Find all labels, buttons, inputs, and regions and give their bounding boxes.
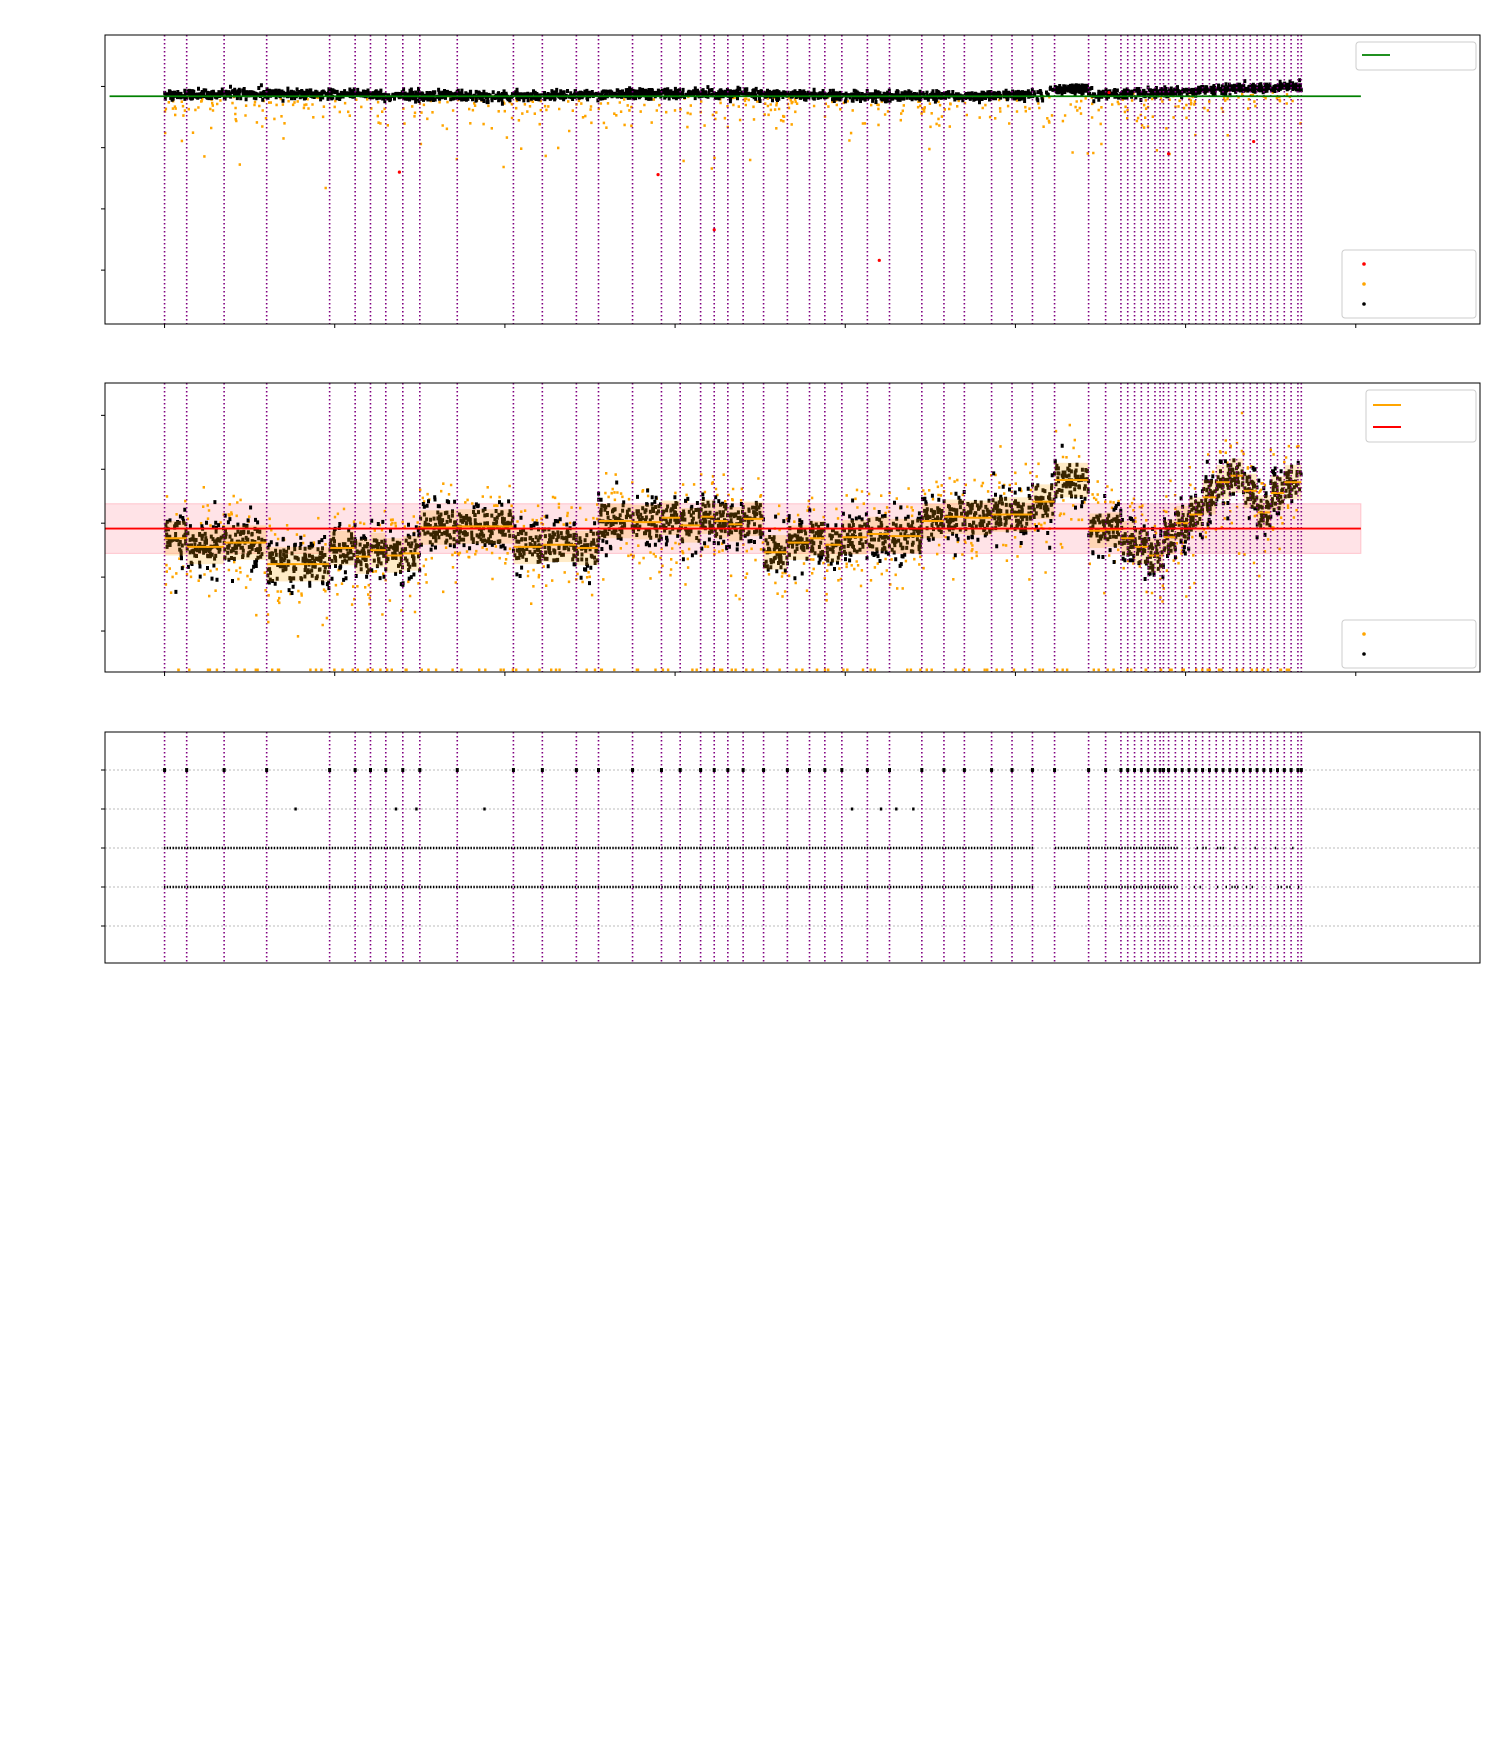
highlighted-points: [164, 88, 1302, 188]
legend-box: [1356, 42, 1476, 70]
legend-box: [1342, 620, 1476, 668]
agasc-panel: [0, 0, 1480, 328]
not-ok-point: [398, 171, 401, 174]
axes-frame: [105, 35, 1480, 324]
legend-marker: [1362, 262, 1366, 266]
legend-marker: [1362, 302, 1366, 306]
not-ok-point: [1167, 152, 1170, 155]
flags-panel: [101, 732, 1480, 963]
not-ok-point: [878, 259, 881, 262]
not-ok-point: [1107, 91, 1110, 94]
legend-box: [1342, 250, 1476, 318]
plot-area: [105, 383, 1361, 672]
legend-marker: [1362, 632, 1366, 636]
not-ok-point: [656, 173, 659, 176]
legend-marker: [1362, 282, 1366, 286]
legend-marker: [1362, 652, 1366, 656]
magnitude-estimates-panel: [0, 0, 1480, 676]
legend-box: [1366, 390, 1476, 442]
not-ok-point: [713, 228, 716, 231]
not-ok-point: [1252, 140, 1255, 143]
